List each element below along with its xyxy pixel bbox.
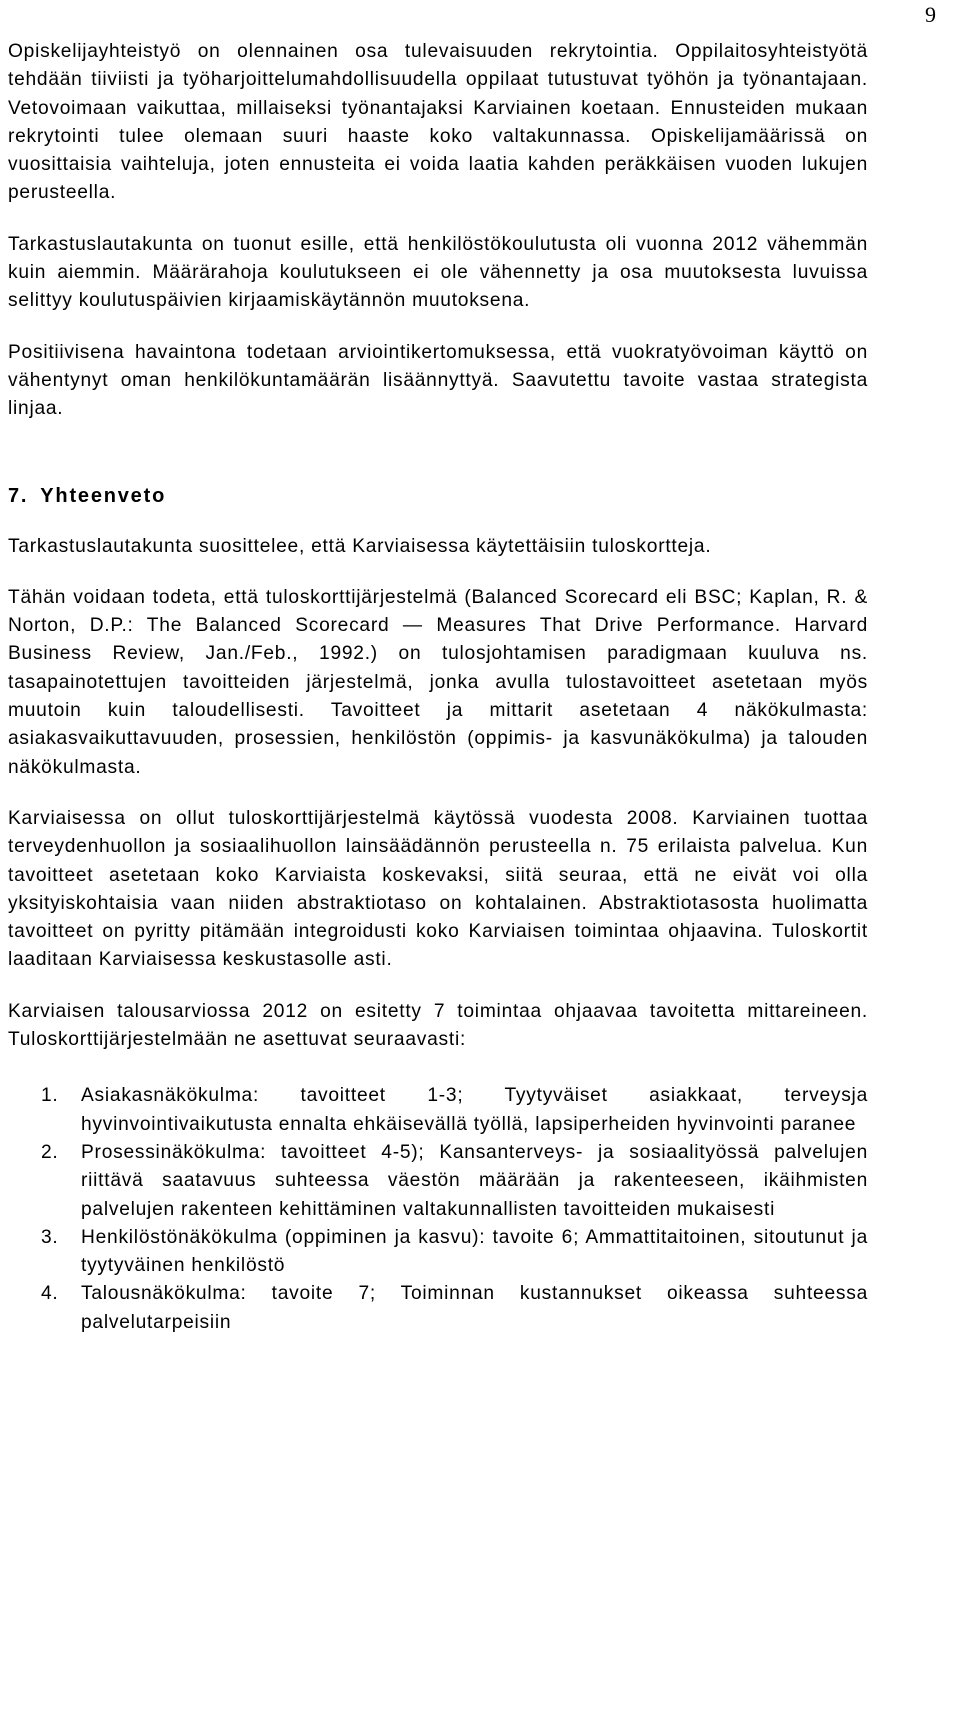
list-item-text: Henkilöstönäkökulma (oppiminen ja kasvu): tavoite 6; Ammattitaitoinen, sitoutunut ja tyytyväinen henkilöstö xyxy=(81,1226,868,1277)
document-body xyxy=(8,38,868,1337)
list-item xyxy=(8,1082,868,1139)
list-item xyxy=(8,1280,868,1337)
paragraph: Tarkastuslautakunta on tuonut esille, että henkilöstökoulutusta oli vuonna 2012 vähemmän kuin aiemmin. Määrärahoja koulutukseen ei ole vähennetty ja osa muutoksesta luvuissa selittyy koulutuspäivien kirjaamiskäytännön muutoksena. xyxy=(8,233,868,312)
paragraph: Karviaisen talousarviossa 2012 on esitetty 7 toimintaa ohjaavaa tavoitetta mittareineen. Tuloskorttijärjestelmään ne asettuvat seuraavasti: xyxy=(8,1000,868,1051)
list-marker: 3. xyxy=(41,1226,59,1248)
paragraph: Tarkastuslautakunta suosittelee, että Karviaisessa käytettäisiin tuloskortteja. xyxy=(8,535,712,557)
paragraph: Tähän voidaan todeta, että tuloskorttijärjestelmä (Balanced Scorecard eli BSC; Kaplan, R. & Norton, D.P.: The Balanced Scorecard — Measures That Drive Performance. Harvard Business Review, Jan./Feb., 1992.) on tulosjohtamisen paradigmaan kuuluva ns. tasapainotettujen tavoitteiden järjestelmä, jonka avulla tulostavoitteet asetetaan myös muutoin kuin taloudellisesti. Tavoitteet ja mittarit asetetaan 4 näkökulmasta: asiakasvaikuttavuuden, prosessien, henkilöstön (oppimis- ja kasvunäkökulma) ja talouden näkökulmasta. xyxy=(8,586,868,778)
page-number: 9 xyxy=(925,2,936,27)
scorecard-list xyxy=(8,1082,868,1337)
paragraph: Opiskelijayhteistyö on olennainen osa tulevaisuuden rekrytointia. Oppilaitosyhteistyötä tehdään tiiviisti ja työharjoittelumahdollisuudella oppilaat tutustuvat työhön ja työnantajaan. Vetovoimaan vaikuttaa, millaiseksi työnantajaksi Karviainen koetaan. Ennusteiden mukaan rekrytointi tulee olemaan suuri haaste koko valtakunnassa. Opiskelijamäärissä on vuosittaisia vaihteluja, joten ennusteita ei voida laatia kahden peräkkäisen vuoden lukujen perusteella. xyxy=(8,41,868,204)
list-item-text: Talousnäkökulma: tavoite 7; Toiminnan kustannukset oikeassa suhteessa palvelutarpeisiin xyxy=(81,1283,868,1333)
section-number: 7. xyxy=(8,484,29,507)
list-marker: 1. xyxy=(41,1085,59,1107)
paragraph: Karviaisessa on ollut tuloskorttijärjestelmä käytössä vuodesta 2008. Karviainen tuottaa terveydenhuollon ja sosiaalihuollon lainsäädännön perusteella n. 75 erilaista palvelua. Kun tavoitteet asetetaan koko Karviaista koskevaksi, siitä seuraa, että ne eivät voi olla yksityiskohtaisia vaan niiden abstraktiotaso on kohtalainen. Abstraktiotasosta huolimatta tavoitteet on pyritty pitämään integroidusti koko Karviaisen toimintaa ohjaavina. Tuloskortit laaditaan Karviaisessa keskustasolle asti. xyxy=(8,807,868,971)
list-marker: 4. xyxy=(41,1283,59,1305)
list-item xyxy=(8,1139,868,1224)
list-item-text: Asiakasnäkökulma: tavoitteet 1-3; Tyytyväiset asiakkaat, terveysja hyvinvointivaikutusta ennalta ehkäisevällä työllä, lapsiperheiden hyvinvointi paranee xyxy=(81,1085,868,1135)
list-item xyxy=(8,1224,868,1281)
section-heading xyxy=(8,482,868,510)
list-marker: 2. xyxy=(41,1141,59,1163)
section-title: Yhteenveto xyxy=(40,484,167,507)
list-item-text: Prosessinäkökulma: tavoitteet 4-5); Kansanterveys- ja sosiaalityössä palvelujen riittävä saatavuus suhteessa väestön määrään ja rakenteeseen, ikäihmisten palvelujen rakenteen kehittäminen valtakunnallisten tavoitteiden mukaisesti xyxy=(81,1141,868,1220)
paragraph: Positiivisena havaintona todetaan arviointikertomuksessa, että vuokratyövoiman käyttö on vähentynyt oman henkilökuntamäärän lisäännyttyä. Saavutettu tavoite vastaa strategista linjaa. xyxy=(8,341,868,420)
